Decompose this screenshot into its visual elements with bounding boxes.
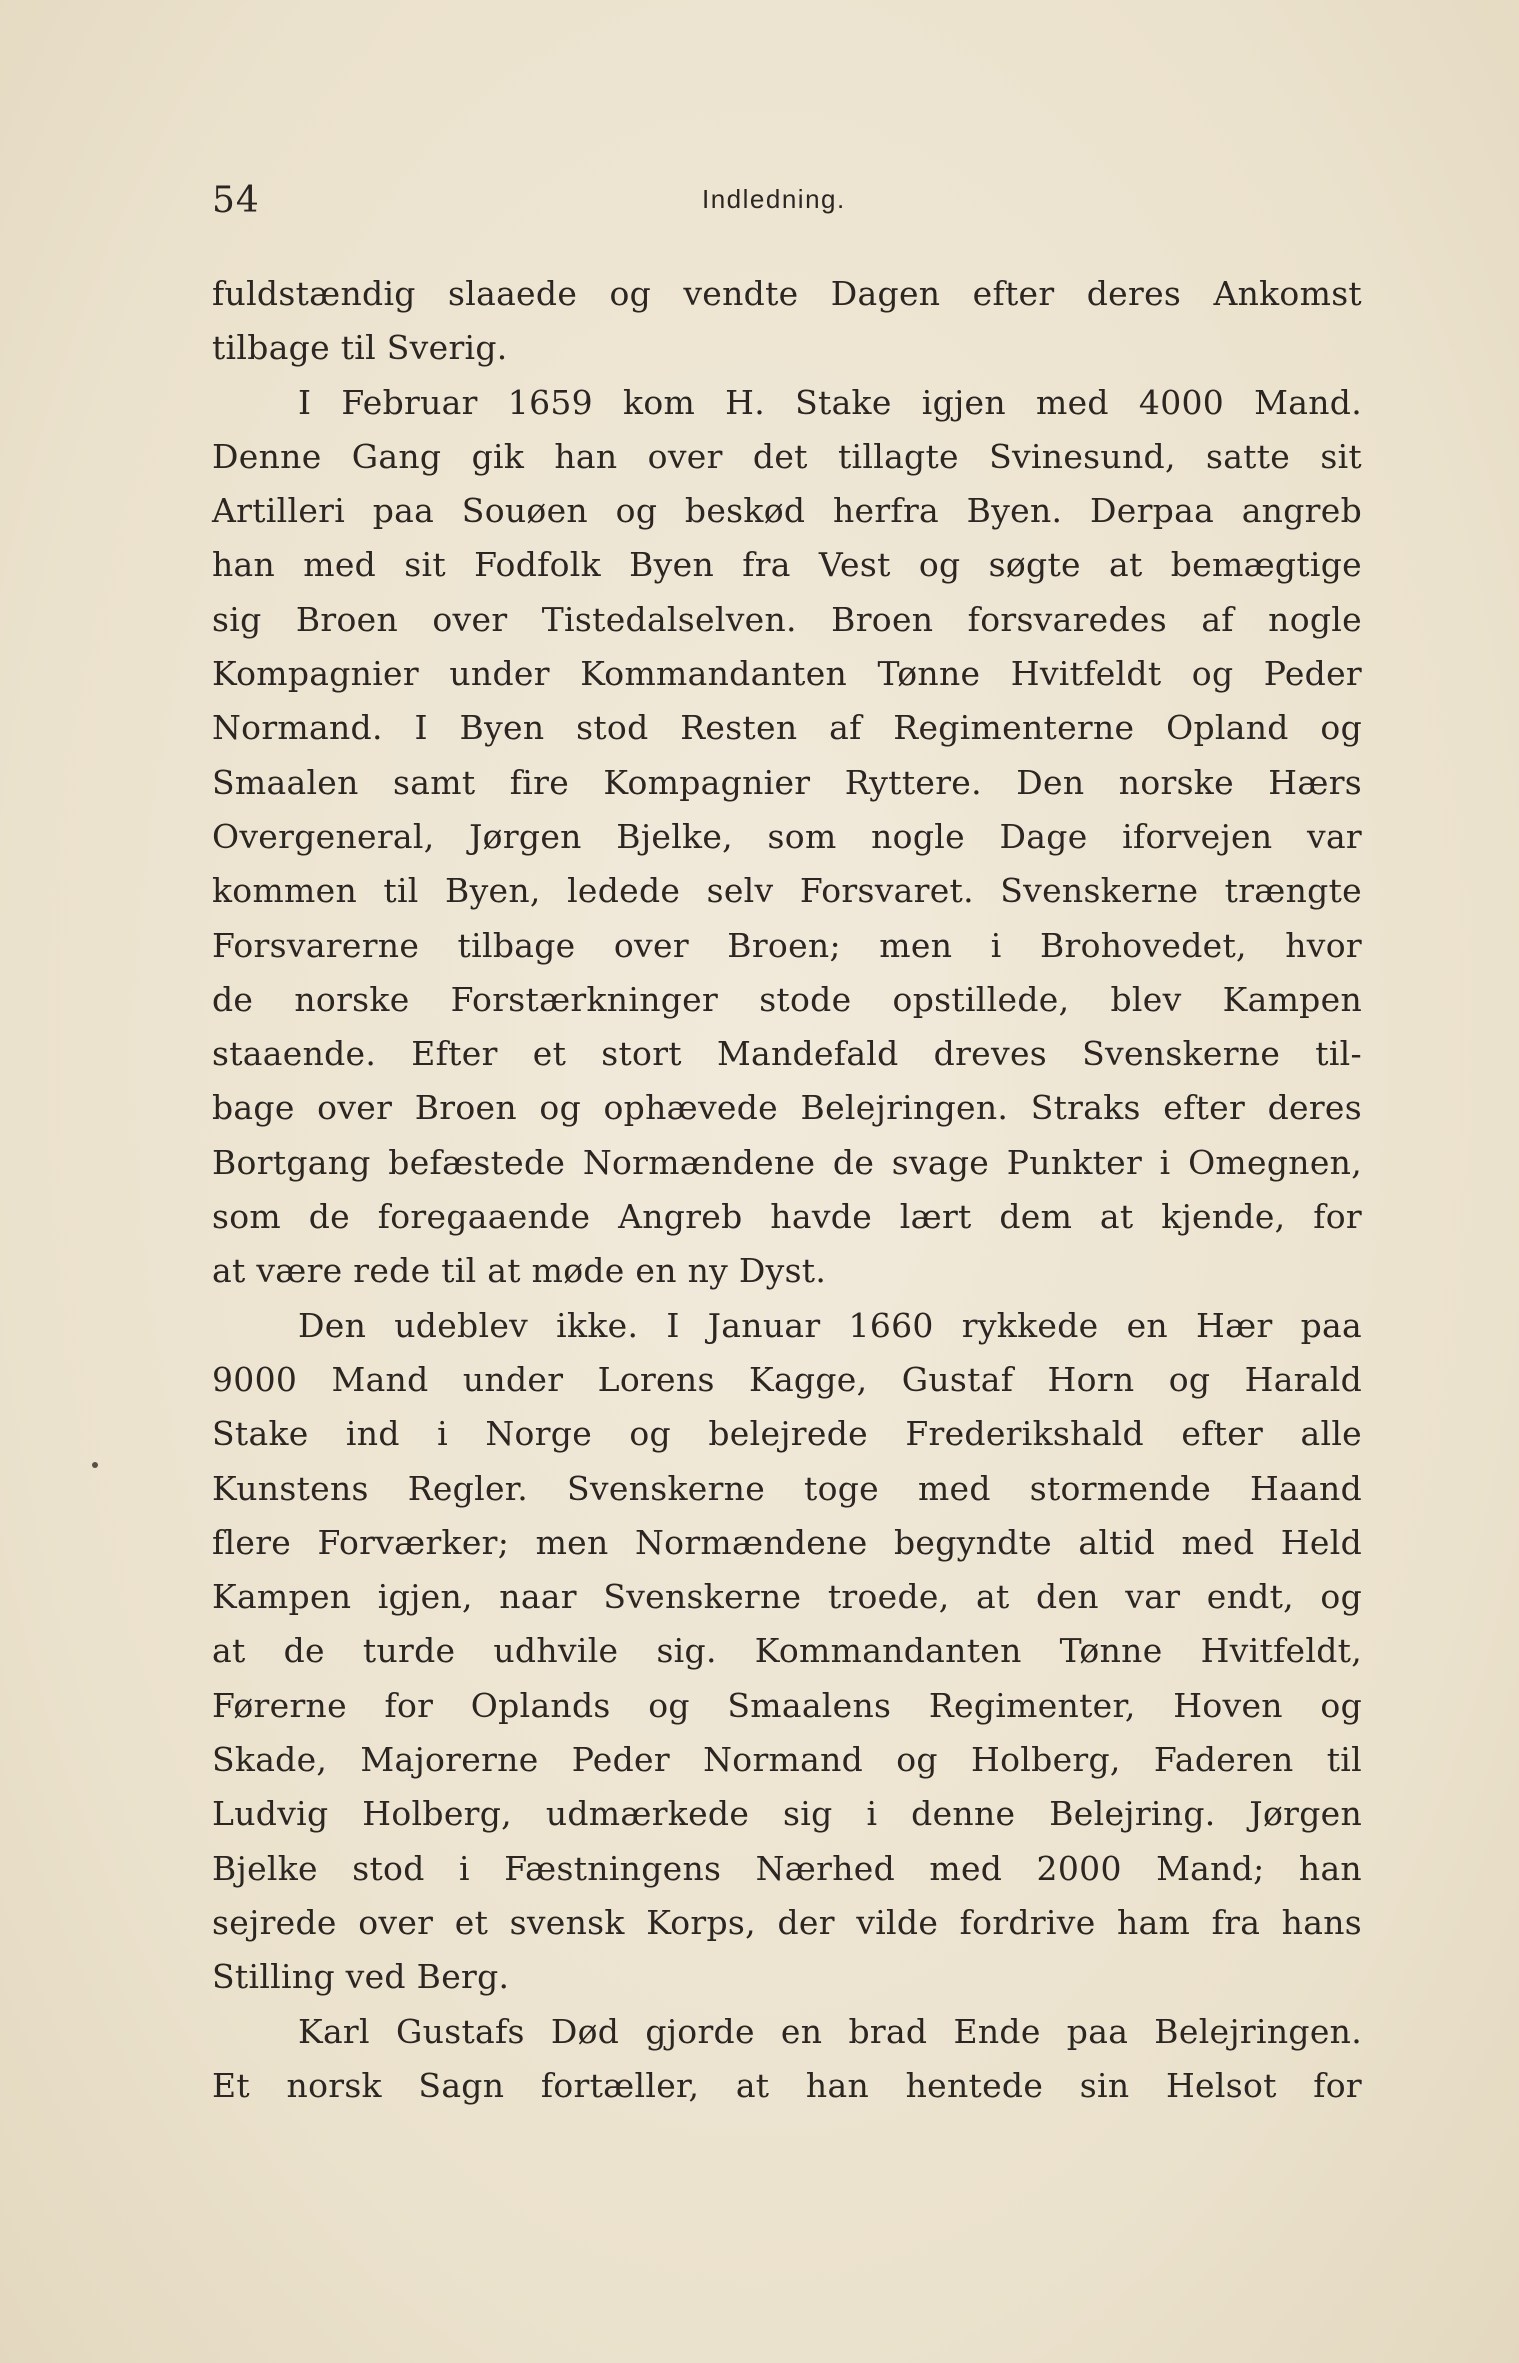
text-line: I Februar 1659 kom H. Stake igjen med 4000 Mand. [298, 382, 1362, 422]
page-header [212, 180, 1362, 230]
page-number: 54 [212, 180, 260, 221]
text-line: Kunstens Regler. Svenskerne toge med stormende Haand [212, 1468, 1362, 1508]
text-line: fuldstændig slaaede og vendte Dagen efter deres Ankomst [212, 274, 1362, 313]
text-line: Stilling ved Berg. [212, 1957, 510, 1997]
text-line: de norske Forstærkninger stode opstillede, blev Kampen [212, 979, 1362, 1019]
text-line: Bortgang befæstede Normændene de svage Punkter i Omegnen, [212, 1142, 1362, 1182]
text-line: Stake ind i Norge og belejrede Frederikshald efter alle [212, 1414, 1362, 1454]
text-line: Karl Gustafs Død gjorde en brad Ende paa Belejringen. [298, 2011, 1362, 2051]
text-line: Kampen igjen, naar Svenskerne troede, at den var endt, og [212, 1577, 1362, 1617]
text-line: tilbage til Sverig. [212, 328, 508, 368]
text-line: som de foregaaende Angreb havde lært dem at kjende, for [212, 1197, 1362, 1237]
running-head: Indledning. [702, 184, 846, 214]
text-line: Ludvig Holberg, udmærkede sig i denne Belejring. Jørgen [212, 1794, 1362, 1834]
text-line: sejrede over et svensk Korps, der vilde fordrive ham fra hans [212, 1902, 1362, 1942]
text-line: 9000 Mand under Lorens Kagge, Gustaf Horn og Harald [212, 1359, 1362, 1399]
text-line: Skade, Majorerne Peder Normand og Holberg, Faderen til [212, 1740, 1362, 1780]
text-line: kommen til Byen, ledede selv Forsvaret. Svenskerne trængte [212, 871, 1362, 911]
text-line: Kompagnier under Kommandanten Tønne Hvitfeldt og Peder [212, 654, 1362, 694]
text-line: at de turde udhvile sig. Kommandanten Tønne Hvitfeldt, [212, 1631, 1362, 1671]
text-line: staaende. Efter et stort Mandefald dreves Svenskerne til- [212, 1034, 1362, 1074]
text-line: han med sit Fodfolk Byen fra Vest og søgte at bemægtige [212, 545, 1362, 585]
text-line: flere Forværker; men Normændene begyndte altid med Held [212, 1522, 1362, 1562]
text-line: at være rede til at møde en ny Dyst. [212, 1251, 827, 1291]
text-line: sig Broen over Tistedalselven. Broen forsvaredes af nogle [212, 599, 1362, 639]
text-line: bage over Broen og ophævede Belejringen. Straks efter deres [212, 1088, 1362, 1128]
text-line: Et norsk Sagn fortæller, at han hentede sin Helsot for [212, 2065, 1362, 2105]
text-line: Denne Gang gik han over det tillagte Svinesund, satte sit [212, 436, 1362, 476]
paper-speck [92, 1462, 98, 1468]
text-line: Bjelke stod i Fæstningens Nærhed med 2000 Mand; han [212, 1848, 1362, 1888]
text-line: Den udeblev ikke. I Januar 1660 rykkede en Hær paa [298, 1305, 1362, 1345]
text-line: Normand. I Byen stod Resten af Regimenterne Opland og [212, 708, 1362, 748]
body-text [212, 267, 1362, 2113]
text-line: Forsvarerne tilbage over Broen; men i Brohovedet, hvor [212, 925, 1362, 965]
text-line: Overgeneral, Jørgen Bjelke, som nogle Dage iforvejen var [212, 816, 1362, 856]
text-line: Førerne for Oplands og Smaalens Regimenter, Hoven og [212, 1685, 1362, 1725]
text-line: Smaalen samt fire Kompagnier Ryttere. Den norske Hærs [212, 762, 1362, 802]
text-line: Artilleri paa Souøen og beskød herfra Byen. Derpaa angreb [212, 491, 1362, 531]
